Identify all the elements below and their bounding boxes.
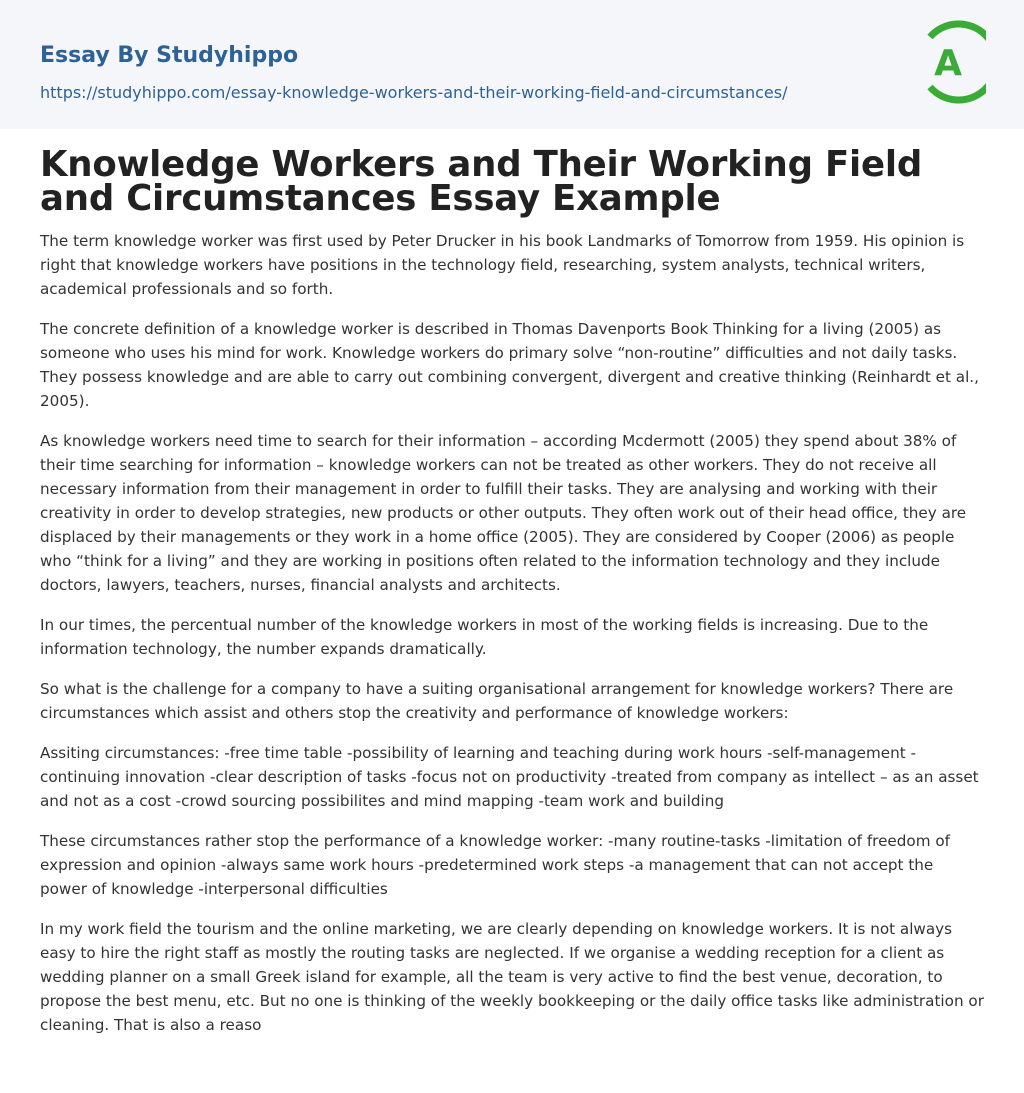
paragraph-1: The term knowledge worker was first used by Peter Drucker in his book Landmarks of Tomorrow from 1959. His opinion is right that knowledge workers have positions in the technology field, researching, system analysts, technical writers, academical professionals and so forth. xyxy=(40,232,965,298)
studyhippo-logo-icon[interactable] xyxy=(916,18,986,106)
paragraph-5: So what is the challenge for a company to have a suiting organisational arrangement for knowledge workers? There are circumstances which assist and others stop the creativity and performance of knowledge workers: xyxy=(40,680,954,722)
paragraph-2: The concrete definition of a knowledge worker is described in Thomas Davenports Book Thinking for a living (2005) as someone who uses his mind for work. Knowledge workers do primary solve “non-routine” difficulties and not daily tasks. They possess knowledge and are able to carry out combining convergent, divergent and creative thinking (Reinhardt et al., 2005). xyxy=(40,320,979,410)
paragraph-3: As knowledge workers need time to search for their information – according Mcdermott (2005) they spend about 38% of their time searching for information – knowledge workers can not be treated as other workers. They do not receive all necessary information from their management in order to fulfill their tasks. They are analysing and working with their creativity in order to develop strategies, new products or other outputs. They often work out of their head office, they are displaced by their managements or they work in a home office (2005). They are considered by Cooper (2006) as people who “think for a living” and they are working in positions often related to the information technology and they include doctors, lawyers, teachers, nurses, financial analysts and architects. xyxy=(40,432,967,594)
logo-letter: A xyxy=(934,43,962,84)
paragraph-6: Assiting circumstances: -free time table -possibility of learning and teaching during work hours -self-management -continuing innovation -clear description of tasks -focus not on productivity -treated from company as intellect – as an asset and not as a cost -crowd sourcing possibilites and mind mapping -team work and building xyxy=(40,744,979,810)
paragraph-4: In our times, the percentual number of the knowledge workers in most of the working fields is increasing. Due to the information technology, the number expands dramatically. xyxy=(40,616,929,658)
site-header xyxy=(0,0,1024,129)
paragraph-8: In my work field the tourism and the online marketing, we are clearly depending on knowledge workers. It is not always easy to hire the right staff as mostly the routing tasks are neglected. If we organise a wedding reception for a client as wedding planner on a small Greek island for example, all the team is very active to find the best venue, decoration, to propose the best menu, etc. But no one is thinking of the weekly bookkeeping or the daily office tasks like administration or cleaning. That is also a reaso xyxy=(40,920,984,1034)
paragraph-7: These circumstances rather stop the performance of a knowledge worker: -many routine-tasks -limitation of freedom of expression and opinion -always same work hours -predetermined work steps -a management that can not accept the power of knowledge -interpersonal difficulties xyxy=(40,832,950,898)
site-name[interactable]: Essay By Studyhippo xyxy=(40,43,299,68)
essay-title: Knowledge Workers and Their Working Field and Circumstances Essay Example xyxy=(40,144,923,219)
essay-url-link[interactable]: https://studyhippo.com/essay-knowledge-workers-and-their-working-field-and-circumstances/ xyxy=(40,83,788,102)
article xyxy=(0,144,1024,1037)
